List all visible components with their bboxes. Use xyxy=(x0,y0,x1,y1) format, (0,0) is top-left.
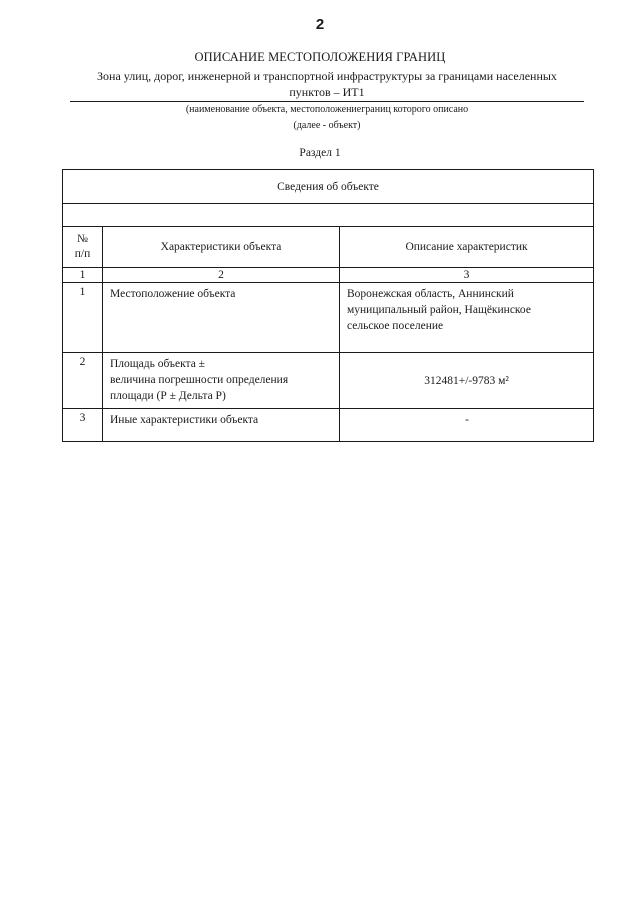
table-empty-row xyxy=(63,204,594,227)
row-number: 1 xyxy=(63,283,103,353)
characteristic-line: площади (Р ± Дельта Р) xyxy=(110,390,226,402)
table-row xyxy=(63,409,594,442)
characteristic-line: величина погрешности определения xyxy=(110,374,289,386)
empty-cell xyxy=(63,204,594,227)
row-description: - xyxy=(340,409,594,442)
section-title: Раздел 1 xyxy=(299,147,341,159)
table-title: Сведения об объекте xyxy=(63,170,594,204)
object-name-line-2: пунктов – ИТ1 xyxy=(289,85,365,99)
table-title-row xyxy=(63,170,594,204)
row-number: 2 xyxy=(63,353,103,409)
object-name-underline xyxy=(70,101,584,102)
row-number: 3 xyxy=(63,409,103,442)
object-alias-caption: (далее - объект) xyxy=(293,120,361,131)
page-number: 2 xyxy=(315,16,325,33)
table-row xyxy=(63,353,594,409)
row-description: 312481+/-9783 м² xyxy=(340,353,594,409)
header-number xyxy=(63,227,103,268)
description-line: Воронежская область, Аннинский xyxy=(347,288,514,300)
header-description: Описание характеристик xyxy=(340,227,594,268)
column-number-1: 1 xyxy=(63,268,103,283)
object-name-caption: (наименование объекта, местоположениеграниц которого описано xyxy=(185,104,469,115)
header-number-symbol: № xyxy=(77,233,88,245)
table-header-row xyxy=(63,227,594,268)
row-characteristic xyxy=(103,353,340,409)
table-row xyxy=(63,283,594,353)
document-heading: ОПИСАНИЕ МЕСТОПОЛОЖЕНИЯ ГРАНИЦ xyxy=(194,50,446,64)
object-name xyxy=(70,68,584,100)
column-number-2: 2 xyxy=(103,268,340,283)
row-characteristic: Иные характеристики объекта xyxy=(103,409,340,442)
row-description xyxy=(340,283,594,353)
column-number-row xyxy=(63,268,594,283)
description-line: муниципальный район, Нащёкинское xyxy=(347,304,531,316)
column-number-3: 3 xyxy=(340,268,594,283)
description-line: сельское поселение xyxy=(347,320,444,332)
object-name-line-1: Зона улиц, дорог, инженерной и транспортной инфраструктуры за границами населенных xyxy=(97,69,557,83)
header-characteristics: Характеристики объекта xyxy=(103,227,340,268)
object-info-table xyxy=(62,169,594,442)
row-characteristic: Местоположение объекта xyxy=(103,283,340,353)
characteristic-line: Площадь объекта ± xyxy=(110,358,205,370)
header-number-abbr: п/п xyxy=(74,248,91,260)
